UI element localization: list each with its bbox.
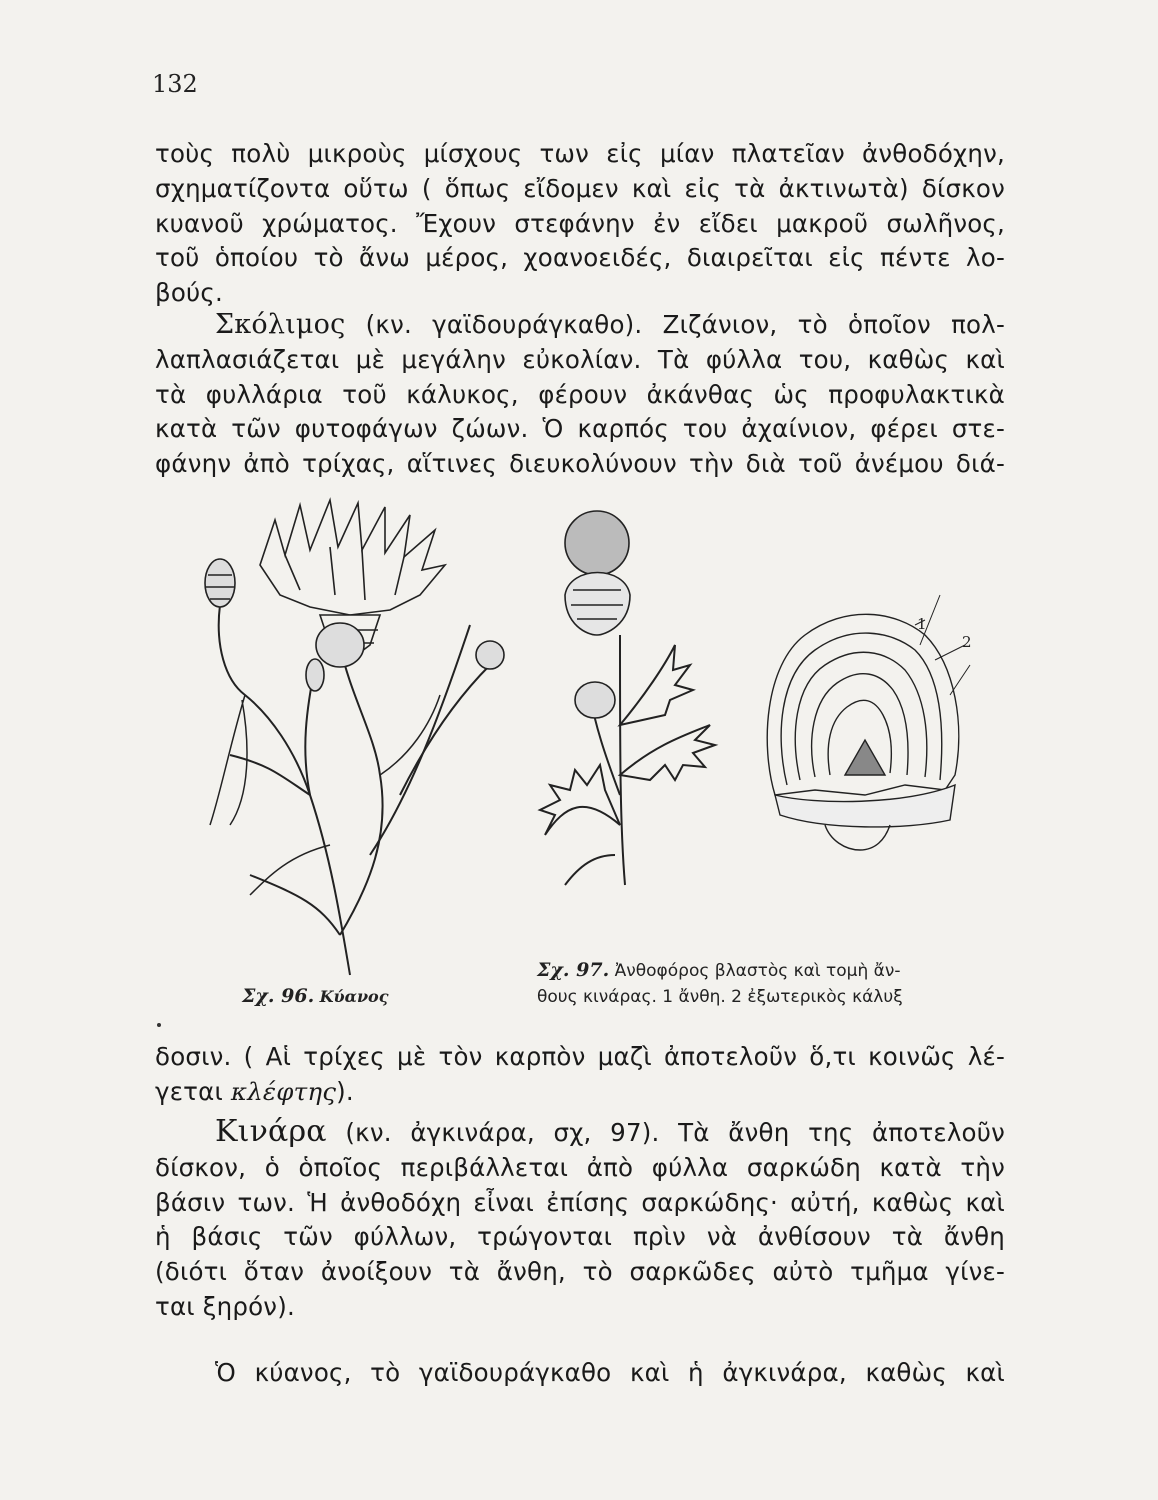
text-line bbox=[155, 1115, 1005, 1151]
cornflower-stem bbox=[340, 645, 383, 935]
term-skolimos: Σκόλιμος bbox=[215, 309, 346, 340]
artichoke-cross-section bbox=[767, 595, 970, 850]
cornflower-bud bbox=[306, 659, 324, 691]
text-fragment: (κν. ἀγκινάρα, σχ, 97). Τὰ ἄνθη της ἀποτελοῦν bbox=[326, 1118, 1005, 1147]
text-line: κυανοῦ χρώματος. Ἔχουν στεφάνην ἐν εἴδει μακροῦ σωλῆνος, bbox=[155, 208, 1005, 238]
text-line: κατὰ τῶν φυτοφάγων ζώων. Ὁ καρπός του ἀχαίνιον, φέρει στε- bbox=[155, 414, 1005, 444]
text-line bbox=[155, 1075, 1005, 1110]
text-line: τὰ φυλλάρια τοῦ κάλυκος, φέρουν ἀκάνθας ὡς προφυλακτικὰ bbox=[155, 379, 1005, 409]
artichoke-illustration bbox=[525, 495, 995, 890]
paragraph-hairs bbox=[155, 1040, 1005, 1110]
thistle-bud bbox=[575, 682, 615, 718]
cornflower-bud bbox=[476, 641, 504, 669]
paragraph-kinara bbox=[155, 1115, 1005, 1325]
page-number: 132 bbox=[152, 70, 198, 98]
term-kinara: Κινάρα bbox=[215, 1114, 327, 1149]
text-line: φάνην ἀπὸ τρίχας, αἵτινες διευκολύνουν τὴν διὰ τοῦ ἀνέμου διά- bbox=[155, 449, 1005, 479]
text-fragment: (κν. γαϊδουράγκαθο). Ζιζάνιον, τὸ ὁποῖον πολ- bbox=[345, 310, 1005, 339]
figure-97-label: Σχ. 97. bbox=[537, 959, 610, 981]
cornflower-stem bbox=[370, 625, 470, 855]
text-line: σχηματίζοντα οὕτω ( ὅπως εἴδομεν καὶ εἰς τὰ ἀκτινωτὰ) δίσκον bbox=[155, 173, 1005, 203]
thistle-flower bbox=[565, 511, 629, 575]
figure-97-caption-line1: Ἀνθοφόρος βλαστὸς καὶ τομὴ ἄν- bbox=[609, 961, 901, 981]
text-fragment: ). bbox=[336, 1076, 354, 1106]
term-kleftis: κλέφτης bbox=[230, 1076, 337, 1106]
spiny-leaf bbox=[620, 645, 693, 725]
text-line bbox=[155, 308, 1005, 343]
text-line: Ὁ κύανος, τὸ γαϊδουράγκαθο καὶ ἡ ἀγκινάρα, καθὼς καὶ bbox=[215, 1358, 1005, 1387]
cornflower-illustration bbox=[190, 495, 520, 985]
text-line: ται ξηρόν). bbox=[155, 1291, 295, 1321]
spiny-leaf bbox=[540, 765, 620, 835]
paragraph-skolimos bbox=[155, 308, 1005, 482]
text-line: λαπλασιάζεται μὲ μεγάλην εὐκολίαν. Τὰ φύλλα του, καθὼς καὶ bbox=[155, 344, 1005, 374]
paragraph-summary bbox=[155, 1356, 1005, 1391]
spiny-leaf bbox=[620, 725, 715, 780]
thistle-head bbox=[565, 573, 630, 636]
figure-97-caption bbox=[537, 957, 999, 1010]
text-fragment: γεται bbox=[155, 1076, 231, 1106]
cornflower-bud bbox=[316, 623, 364, 667]
artichoke-stem bbox=[620, 635, 625, 885]
figure-96-caption bbox=[242, 983, 388, 1010]
cross-section-marker-2: 2 bbox=[962, 633, 972, 651]
text-line: βούς. bbox=[155, 278, 223, 308]
text-line: (διότι ὅταν ἀνοίξουν τὰ ἄνθη, τὸ σαρκῶδες αὐτὸ τμῆμα γίνε- bbox=[155, 1257, 1005, 1287]
text-line: βάσιν των. Ἡ ἀνθοδόχη εἶναι ἐπίσης σαρκώδης· αὐτή, καθὼς καὶ bbox=[155, 1187, 1005, 1217]
figure-96-label: Σχ. 96. bbox=[242, 985, 315, 1007]
text-line: δίσκον, ὁ ὁποῖος περιβάλλεται ἀπὸ φύλλα σαρκώδη κατὰ τὴν bbox=[155, 1152, 1005, 1182]
text-line: τοῦ ὁποίου τὸ ἄνω μέρος, χοανοειδές, διαιρεῖται εἰς πέντε λο- bbox=[155, 243, 1005, 273]
figure-97-caption-line2: θους κινάρας. 1 ἄνθη. 2 ἐξωτερικὸς κάλυξ bbox=[537, 987, 903, 1007]
cornflower-head bbox=[260, 500, 445, 615]
cross-section-marker-1: 1 bbox=[917, 615, 927, 633]
paragraph-flowers bbox=[155, 137, 1005, 311]
text-line: ἡ βάσις τῶν φύλλων, τρώγονται πρὶν νὰ ἀνθίσουν τὰ ἄνθη bbox=[155, 1222, 1005, 1252]
text-line: τοὺς πολὺ μικροὺς μίσχους των εἰς μίαν πλατεῖαν ἀνθοδόχην, bbox=[155, 139, 1005, 168]
text-line: δοσιν. ( Αἱ τρίχες μὲ τὸν καρπὸν μαζὶ ἀποτελοῦν ὅ,τι κοινῶς λέ- bbox=[155, 1042, 1005, 1071]
stray-dot bbox=[157, 1023, 161, 1027]
figure-96-title: Κύανος bbox=[319, 987, 389, 1006]
